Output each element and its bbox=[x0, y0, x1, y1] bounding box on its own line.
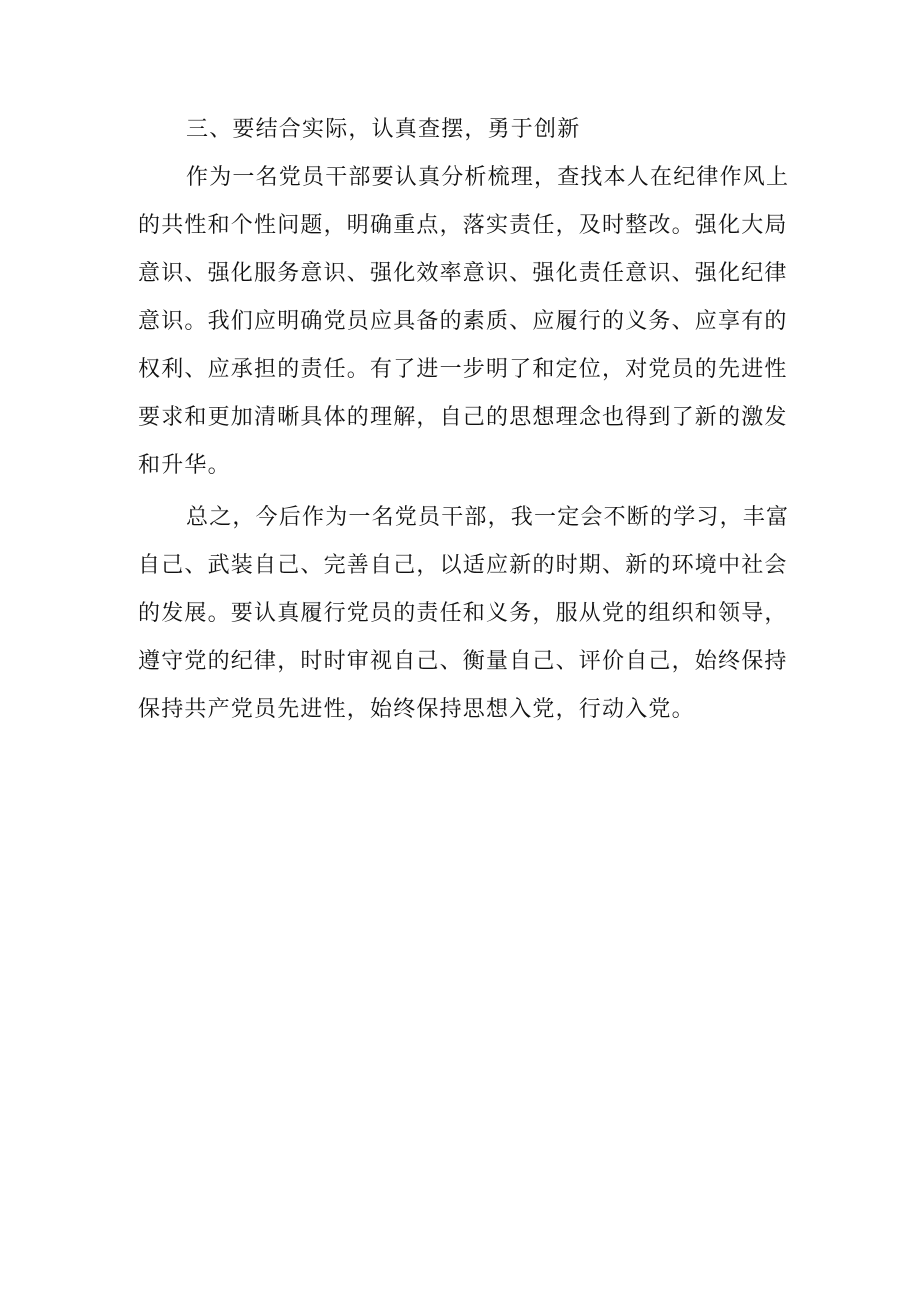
paragraph-line: 的共性和个性问题，明确重点，落实责任，及时整改。强化大局 bbox=[138, 213, 788, 238]
paragraph-line: 要求和更加清晰具体的理解，自己的思想理念也得到了新的激发 bbox=[138, 405, 788, 430]
paragraph-line: 意识、强化服务意识、强化效率意识、强化责任意识、强化纪律 bbox=[138, 261, 788, 286]
paragraph-line: 遵守党的纪律，时时审视自己、衡量自己、评价自己，始终保持 bbox=[138, 649, 788, 674]
paragraph-line: 作为一名党员干部要认真分析梳理，查找本人在纪律作风上 bbox=[186, 165, 790, 190]
paragraph-line: 总之，今后作为一名党员干部，我一定会不断的学习，丰富 bbox=[186, 505, 790, 530]
section-heading: 三、要结合实际，认真查摆，勇于创新 bbox=[186, 117, 581, 142]
paragraph-line: 的发展。要认真履行党员的责任和义务，服从党的组织和领导， bbox=[138, 601, 788, 626]
paragraph-line: 和升华。 bbox=[138, 453, 231, 478]
paragraph-line: 保持共产党员先进性，始终保持思想入党，行动入党。 bbox=[138, 697, 695, 722]
paragraph-line: 权利、应承担的责任。有了进一步明了和定位，对党员的先进性 bbox=[138, 357, 788, 382]
paragraph-line: 自己、武装自己、完善自己，以适应新的时期、新的环境中社会 bbox=[138, 553, 788, 578]
paragraph-line: 意识。我们应明确党员应具备的素质、应履行的义务、应享有的 bbox=[138, 309, 788, 334]
